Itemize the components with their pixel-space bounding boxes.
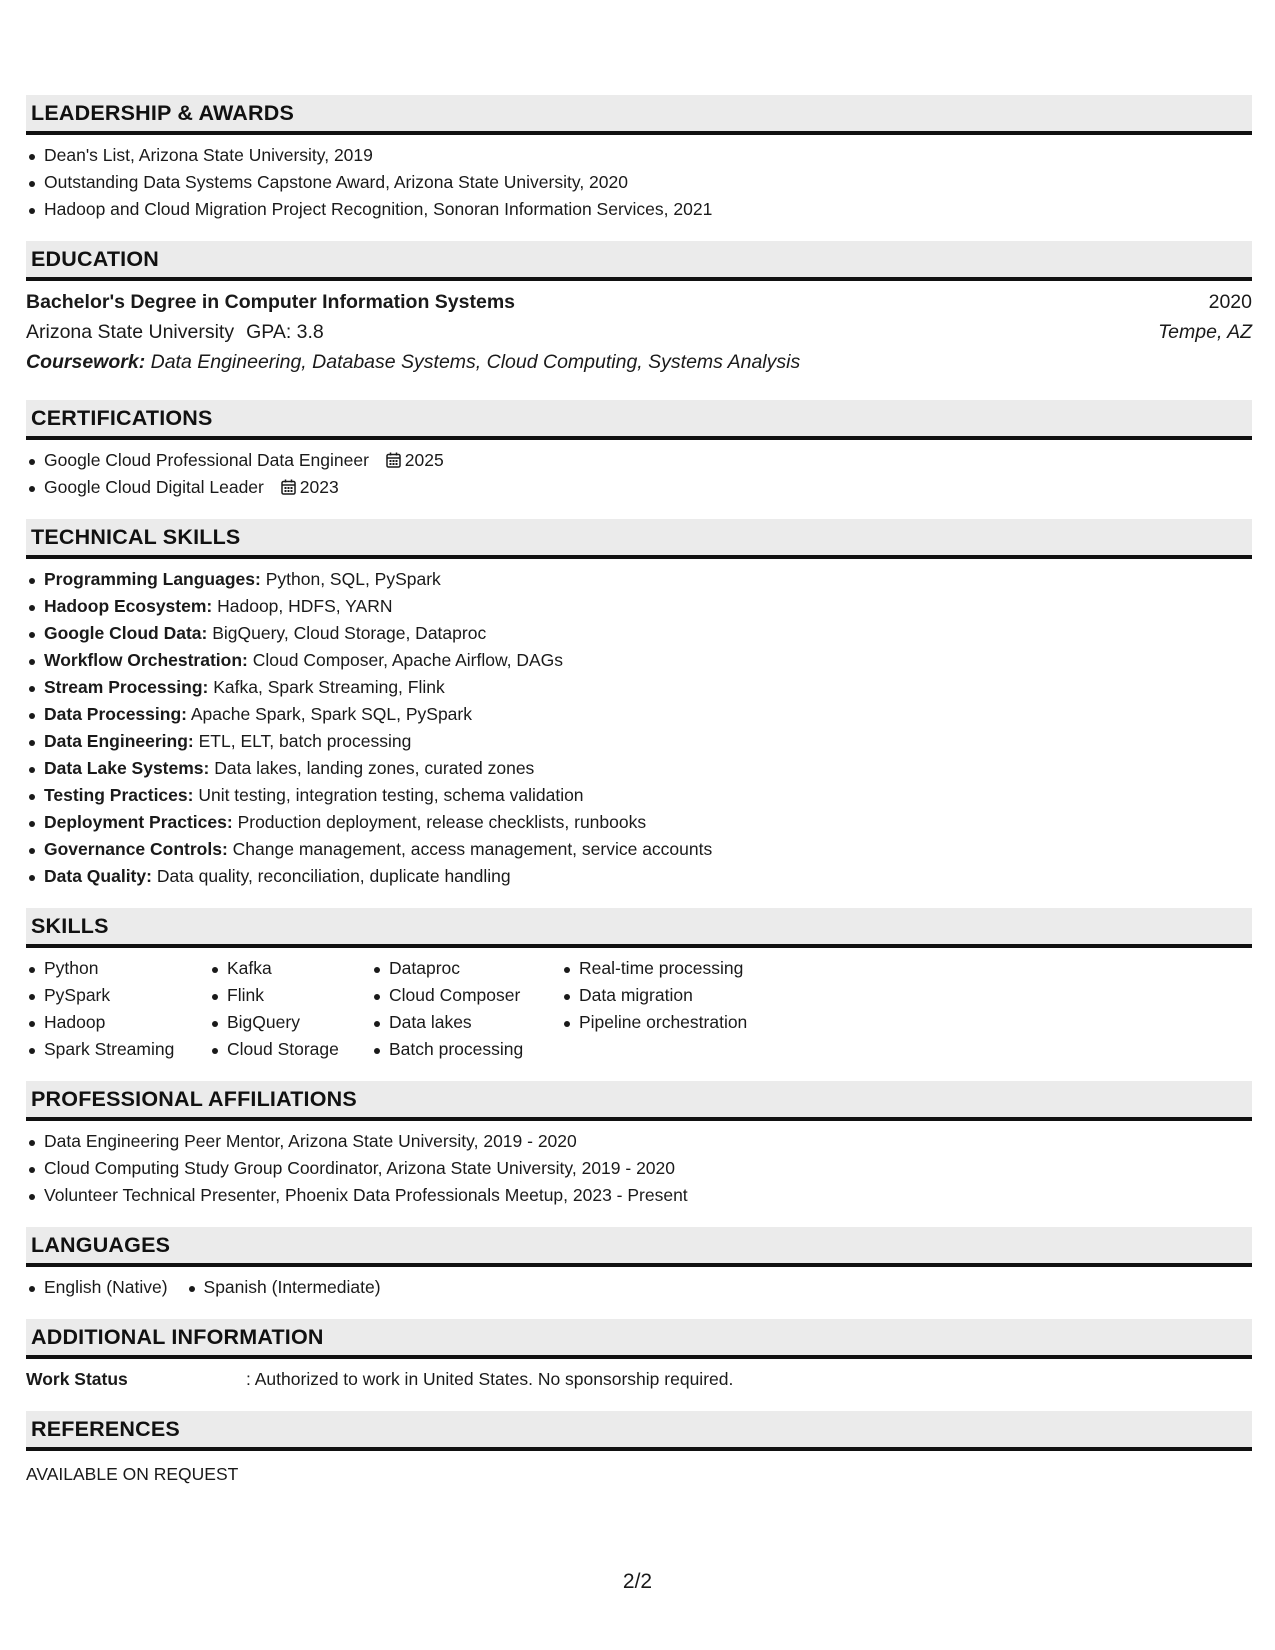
skill-label: Hadoop Ecosystem: [44, 596, 213, 616]
skill-value: Kafka, Spark Streaming, Flink [213, 677, 445, 697]
skills-grid [26, 948, 1252, 1063]
skill-value: Production deployment, release checklists, runbooks [237, 812, 647, 832]
languages-list [26, 1267, 1252, 1301]
skills-section [26, 908, 1252, 1063]
section-header-references: REFERENCES [26, 1411, 1252, 1451]
list-item: Spanish (Intermediate) [186, 1274, 381, 1301]
list-item [26, 863, 1252, 890]
section-header-additional-info: ADDITIONAL INFORMATION [26, 1319, 1252, 1359]
skill-label: Data Engineering: [44, 731, 194, 751]
certification-year: 2023 [299, 477, 339, 497]
section-header-certifications: CERTIFICATIONS [26, 400, 1252, 440]
school-line [26, 317, 324, 347]
list-item: Data lakes [371, 1009, 561, 1036]
technical-skills-section [26, 519, 1252, 890]
list-item: Dataproc [371, 955, 561, 982]
skills-column [26, 955, 209, 1063]
skill-label: Deployment Practices: [44, 812, 233, 832]
certifications-section [26, 400, 1252, 501]
calendar-icon [281, 479, 296, 495]
list-item: Spark Streaming [26, 1036, 209, 1063]
list-item: English (Native) [26, 1274, 168, 1301]
references-section [26, 1411, 1252, 1488]
certification-year: 2025 [404, 450, 444, 470]
education-section [26, 241, 1252, 382]
certification-name: Google Cloud Professional Data Engineer [44, 450, 369, 470]
certifications-list [26, 440, 1252, 501]
skill-value: Cloud Composer, Apache Airflow, DAGs [252, 650, 564, 670]
coursework-text: Data Engineering, Database Systems, Cloud Computing, Systems Analysis [150, 351, 801, 373]
list-item [26, 728, 1252, 755]
skill-label: Programming Languages: [44, 569, 261, 589]
list-item [26, 782, 1252, 809]
coursework-line [26, 347, 1252, 377]
list-item: Hadoop and Cloud Migration Project Recognition, Sonoran Information Services, 2021 [26, 196, 1252, 223]
list-item [26, 447, 1252, 474]
section-header-leadership: LEADERSHIP & AWARDS [26, 95, 1252, 135]
section-header-skills: SKILLS [26, 908, 1252, 948]
skill-value: BigQuery, Cloud Storage, Dataproc [212, 623, 487, 643]
skills-column [561, 955, 781, 1063]
skill-value: Apache Spark, Spark SQL, PySpark [190, 704, 472, 724]
additional-info-section [26, 1319, 1252, 1393]
list-item: Cloud Storage [209, 1036, 371, 1063]
certification-name: Google Cloud Digital Leader [44, 477, 264, 497]
list-item [26, 836, 1252, 863]
graduation-year: 2020 [1208, 291, 1252, 313]
list-item: Real-time processing [561, 955, 781, 982]
technical-skills-list [26, 559, 1252, 890]
list-item [26, 566, 1252, 593]
skill-label: Data Quality: [44, 866, 152, 886]
list-item: Cloud Composer [371, 982, 561, 1009]
list-item [26, 474, 1252, 501]
list-item [26, 701, 1252, 728]
references-text: AVAILABLE ON REQUEST [26, 1464, 239, 1484]
degree-title: Bachelor's Degree in Computer Information Systems [26, 291, 516, 313]
list-item: Volunteer Technical Presenter, Phoenix Data Professionals Meetup, 2023 - Present [26, 1182, 1252, 1209]
list-item: Cloud Computing Study Group Coordinator, Arizona State University, 2019 - 2020 [26, 1155, 1252, 1182]
list-item: Flink [209, 982, 371, 1009]
skill-value: Data lakes, landing zones, curated zones [214, 758, 535, 778]
gpa: GPA: 3.8 [246, 321, 324, 343]
list-item: Kafka [209, 955, 371, 982]
list-item: Hadoop [26, 1009, 209, 1036]
skill-label: Stream Processing: [44, 677, 209, 697]
resume-page [26, 95, 1252, 1488]
work-status-row [26, 1359, 1252, 1393]
affiliations-list [26, 1121, 1252, 1209]
skill-value: ETL, ELT, batch processing [198, 731, 412, 751]
leadership-section [26, 95, 1252, 223]
skill-label: Data Processing: [44, 704, 187, 724]
work-status-value: : Authorized to work in United States. No sponsorship required. [246, 1369, 734, 1389]
page-number: 2/2 [622, 1570, 653, 1593]
list-item [26, 809, 1252, 836]
skills-column [209, 955, 371, 1063]
list-item [26, 755, 1252, 782]
skill-value: Python, SQL, PySpark [265, 569, 441, 589]
skill-label: Workflow Orchestration: [44, 650, 248, 670]
work-status-label: Work Status [26, 1369, 128, 1389]
section-header-technical-skills: TECHNICAL SKILLS [26, 519, 1252, 559]
skill-value: Data quality, reconciliation, duplicate handling [156, 866, 511, 886]
list-item [26, 620, 1252, 647]
skill-label: Data Lake Systems: [44, 758, 210, 778]
school-name: Arizona State University [26, 321, 235, 343]
list-item: Python [26, 955, 209, 982]
affiliations-section [26, 1081, 1252, 1209]
list-item: BigQuery [209, 1009, 371, 1036]
list-item [26, 674, 1252, 701]
list-item: Outstanding Data Systems Capstone Award, Arizona State University, 2020 [26, 169, 1252, 196]
coursework-label: Coursework: [26, 351, 146, 373]
list-item: PySpark [26, 982, 209, 1009]
skill-value: Change management, access management, service accounts [232, 839, 713, 859]
list-item: Data migration [561, 982, 781, 1009]
section-header-languages: LANGUAGES [26, 1227, 1252, 1267]
section-header-affiliations: PROFESSIONAL AFFILIATIONS [26, 1081, 1252, 1121]
skill-label: Governance Controls: [44, 839, 228, 859]
skill-label: Google Cloud Data: [44, 623, 208, 643]
skill-label: Testing Practices: [44, 785, 194, 805]
list-item [26, 593, 1252, 620]
list-item: Pipeline orchestration [561, 1009, 781, 1036]
section-header-education: EDUCATION [26, 241, 1252, 281]
education-entry [26, 281, 1252, 382]
list-item [26, 647, 1252, 674]
leadership-list [26, 135, 1252, 223]
skill-value: Hadoop, HDFS, YARN [217, 596, 393, 616]
skill-value: Unit testing, integration testing, schema validation [198, 785, 584, 805]
list-item: Data Engineering Peer Mentor, Arizona State University, 2019 - 2020 [26, 1128, 1252, 1155]
school-location: Tempe, AZ [1158, 321, 1252, 343]
skills-column [371, 955, 561, 1063]
calendar-icon [386, 452, 401, 468]
languages-section [26, 1227, 1252, 1301]
list-item: Batch processing [371, 1036, 561, 1063]
list-item: Dean's List, Arizona State University, 2019 [26, 142, 1252, 169]
